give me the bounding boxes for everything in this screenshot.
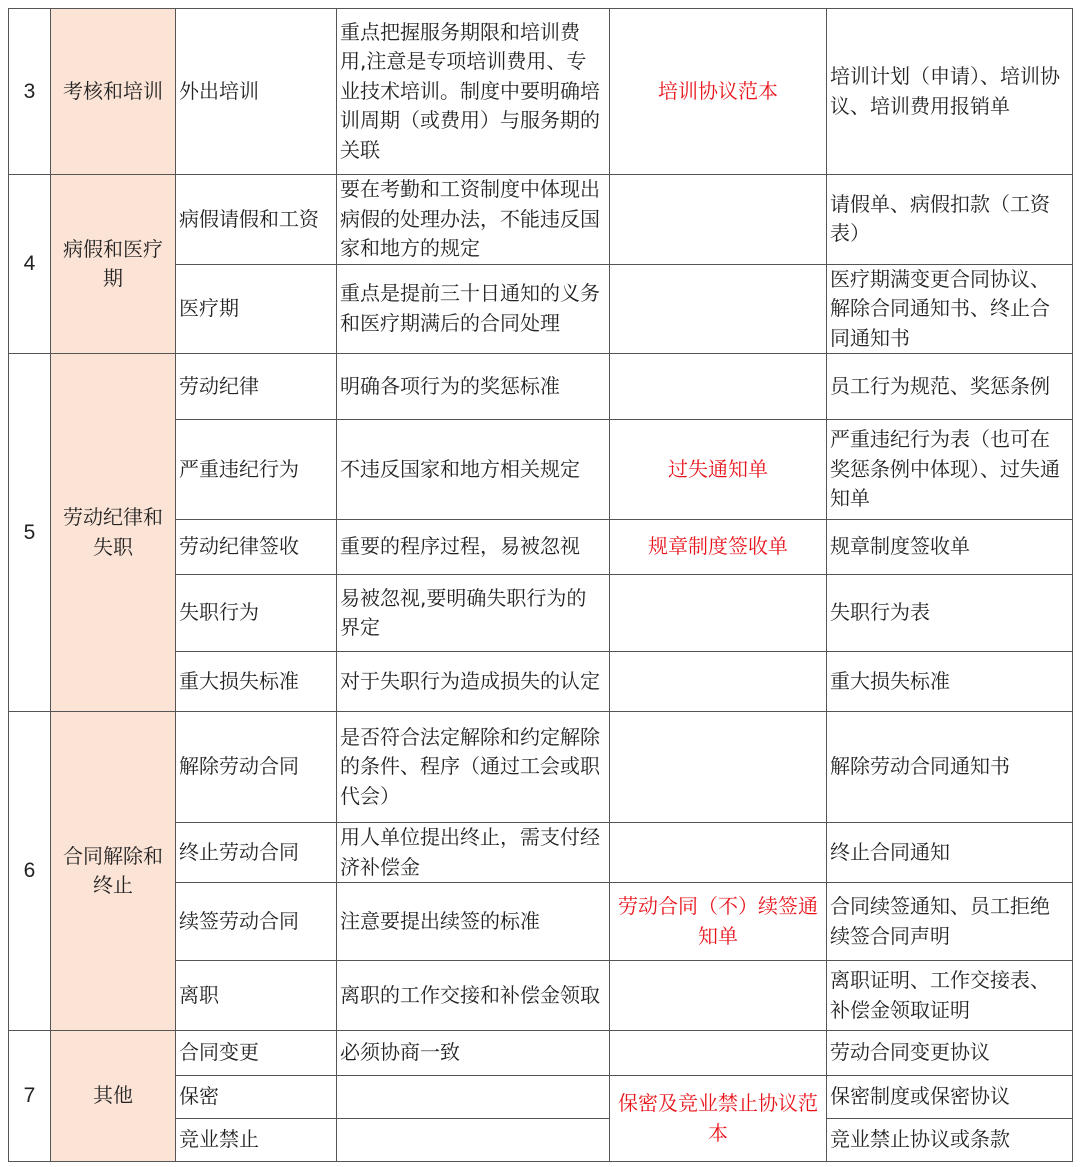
item-name: 重大损失标准 (176, 652, 337, 712)
template-name (610, 175, 827, 265)
template-name (610, 652, 827, 712)
item-documents: 终止合同通知 (827, 823, 1073, 883)
section-category: 劳动纪律和失职 (51, 354, 176, 712)
item-note: 重点是提前三十日通知的义务和医疗期满后的合同处理 (337, 264, 610, 354)
item-documents: 合同续签通知、员工拒绝续签合同声明 (827, 883, 1073, 961)
section-number: 3 (9, 9, 51, 175)
section-category: 合同解除和终止 (51, 712, 176, 1031)
item-name: 劳动纪律 (176, 354, 337, 420)
item-note: 注意要提出续签的标准 (337, 883, 610, 961)
item-note (337, 1119, 610, 1162)
template-name (610, 961, 827, 1031)
template-name (610, 712, 827, 823)
template-name (610, 1031, 827, 1076)
item-documents: 重大损失标准 (827, 652, 1073, 712)
item-note: 是否符合法定解除和约定解除的条件、程序（通过工会或职代会） (337, 712, 610, 823)
item-name: 失职行为 (176, 575, 337, 652)
item-note: 对于失职行为造成损失的认定 (337, 652, 610, 712)
template-name (610, 264, 827, 354)
hr-policy-table (8, 8, 1073, 1162)
item-name: 解除劳动合同 (176, 712, 337, 823)
item-documents: 劳动合同变更协议 (827, 1031, 1073, 1076)
item-note: 易被忽视,要明确失职行为的界定 (337, 575, 610, 652)
section-number: 5 (9, 354, 51, 712)
item-note: 不违反国家和地方相关规定 (337, 420, 610, 520)
template-name: 培训协议范本 (610, 9, 827, 175)
item-note: 用人单位提出终止，需支付经济补偿金 (337, 823, 610, 883)
template-name: 劳动合同（不）续签通知单 (610, 883, 827, 961)
item-documents: 失职行为表 (827, 575, 1073, 652)
item-name: 离职 (176, 961, 337, 1031)
table-row (9, 712, 1073, 823)
item-documents: 规章制度签收单 (827, 520, 1073, 575)
template-name: 保密及竞业禁止协议范本 (610, 1076, 827, 1162)
item-documents: 离职证明、工作交接表、补偿金领取证明 (827, 961, 1073, 1031)
item-name: 竞业禁止 (176, 1119, 337, 1162)
item-note: 重点把握服务期限和培训费用,注意是专项培训费用、专业技术培训。制度中要明确培训周期（或费用）与服务期的关联 (337, 9, 610, 175)
table-row (9, 9, 1073, 175)
item-name: 劳动纪律签收 (176, 520, 337, 575)
item-documents: 培训计划（申请）、培训协议、培训费用报销单 (827, 9, 1073, 175)
item-name: 严重违纪行为 (176, 420, 337, 520)
item-documents: 解除劳动合同通知书 (827, 712, 1073, 823)
template-name (610, 575, 827, 652)
table-row (9, 354, 1073, 420)
template-name (610, 354, 827, 420)
item-documents: 竞业禁止协议或条款 (827, 1119, 1073, 1162)
item-documents: 保密制度或保密协议 (827, 1076, 1073, 1119)
item-name: 续签劳动合同 (176, 883, 337, 961)
table-row (9, 1031, 1073, 1076)
item-note: 要在考勤和工资制度中体现出病假的处理办法，不能违反国家和地方的规定 (337, 175, 610, 265)
item-documents: 员工行为规范、奖惩条例 (827, 354, 1073, 420)
item-name: 病假请假和工资 (176, 175, 337, 265)
item-documents: 请假单、病假扣款（工资表） (827, 175, 1073, 265)
template-name: 规章制度签收单 (610, 520, 827, 575)
template-name: 过失通知单 (610, 420, 827, 520)
template-name (610, 823, 827, 883)
item-note (337, 1076, 610, 1119)
item-name: 合同变更 (176, 1031, 337, 1076)
table-row (9, 175, 1073, 265)
section-category: 其他 (51, 1031, 176, 1162)
item-name: 保密 (176, 1076, 337, 1119)
item-note: 重要的程序过程，易被忽视 (337, 520, 610, 575)
item-documents: 严重违纪行为表（也可在奖惩条例中体现）、过失通知单 (827, 420, 1073, 520)
item-documents: 医疗期满变更合同协议、解除合同通知书、终止合同通知书 (827, 264, 1073, 354)
section-category: 病假和医疗期 (51, 175, 176, 354)
item-note: 必须协商一致 (337, 1031, 610, 1076)
item-note: 明确各项行为的奖惩标准 (337, 354, 610, 420)
item-name: 终止劳动合同 (176, 823, 337, 883)
item-name: 外出培训 (176, 9, 337, 175)
section-number: 4 (9, 175, 51, 354)
section-number: 6 (9, 712, 51, 1031)
item-note: 离职的工作交接和补偿金领取 (337, 961, 610, 1031)
section-number: 7 (9, 1031, 51, 1162)
section-category: 考核和培训 (51, 9, 176, 175)
item-name: 医疗期 (176, 264, 337, 354)
